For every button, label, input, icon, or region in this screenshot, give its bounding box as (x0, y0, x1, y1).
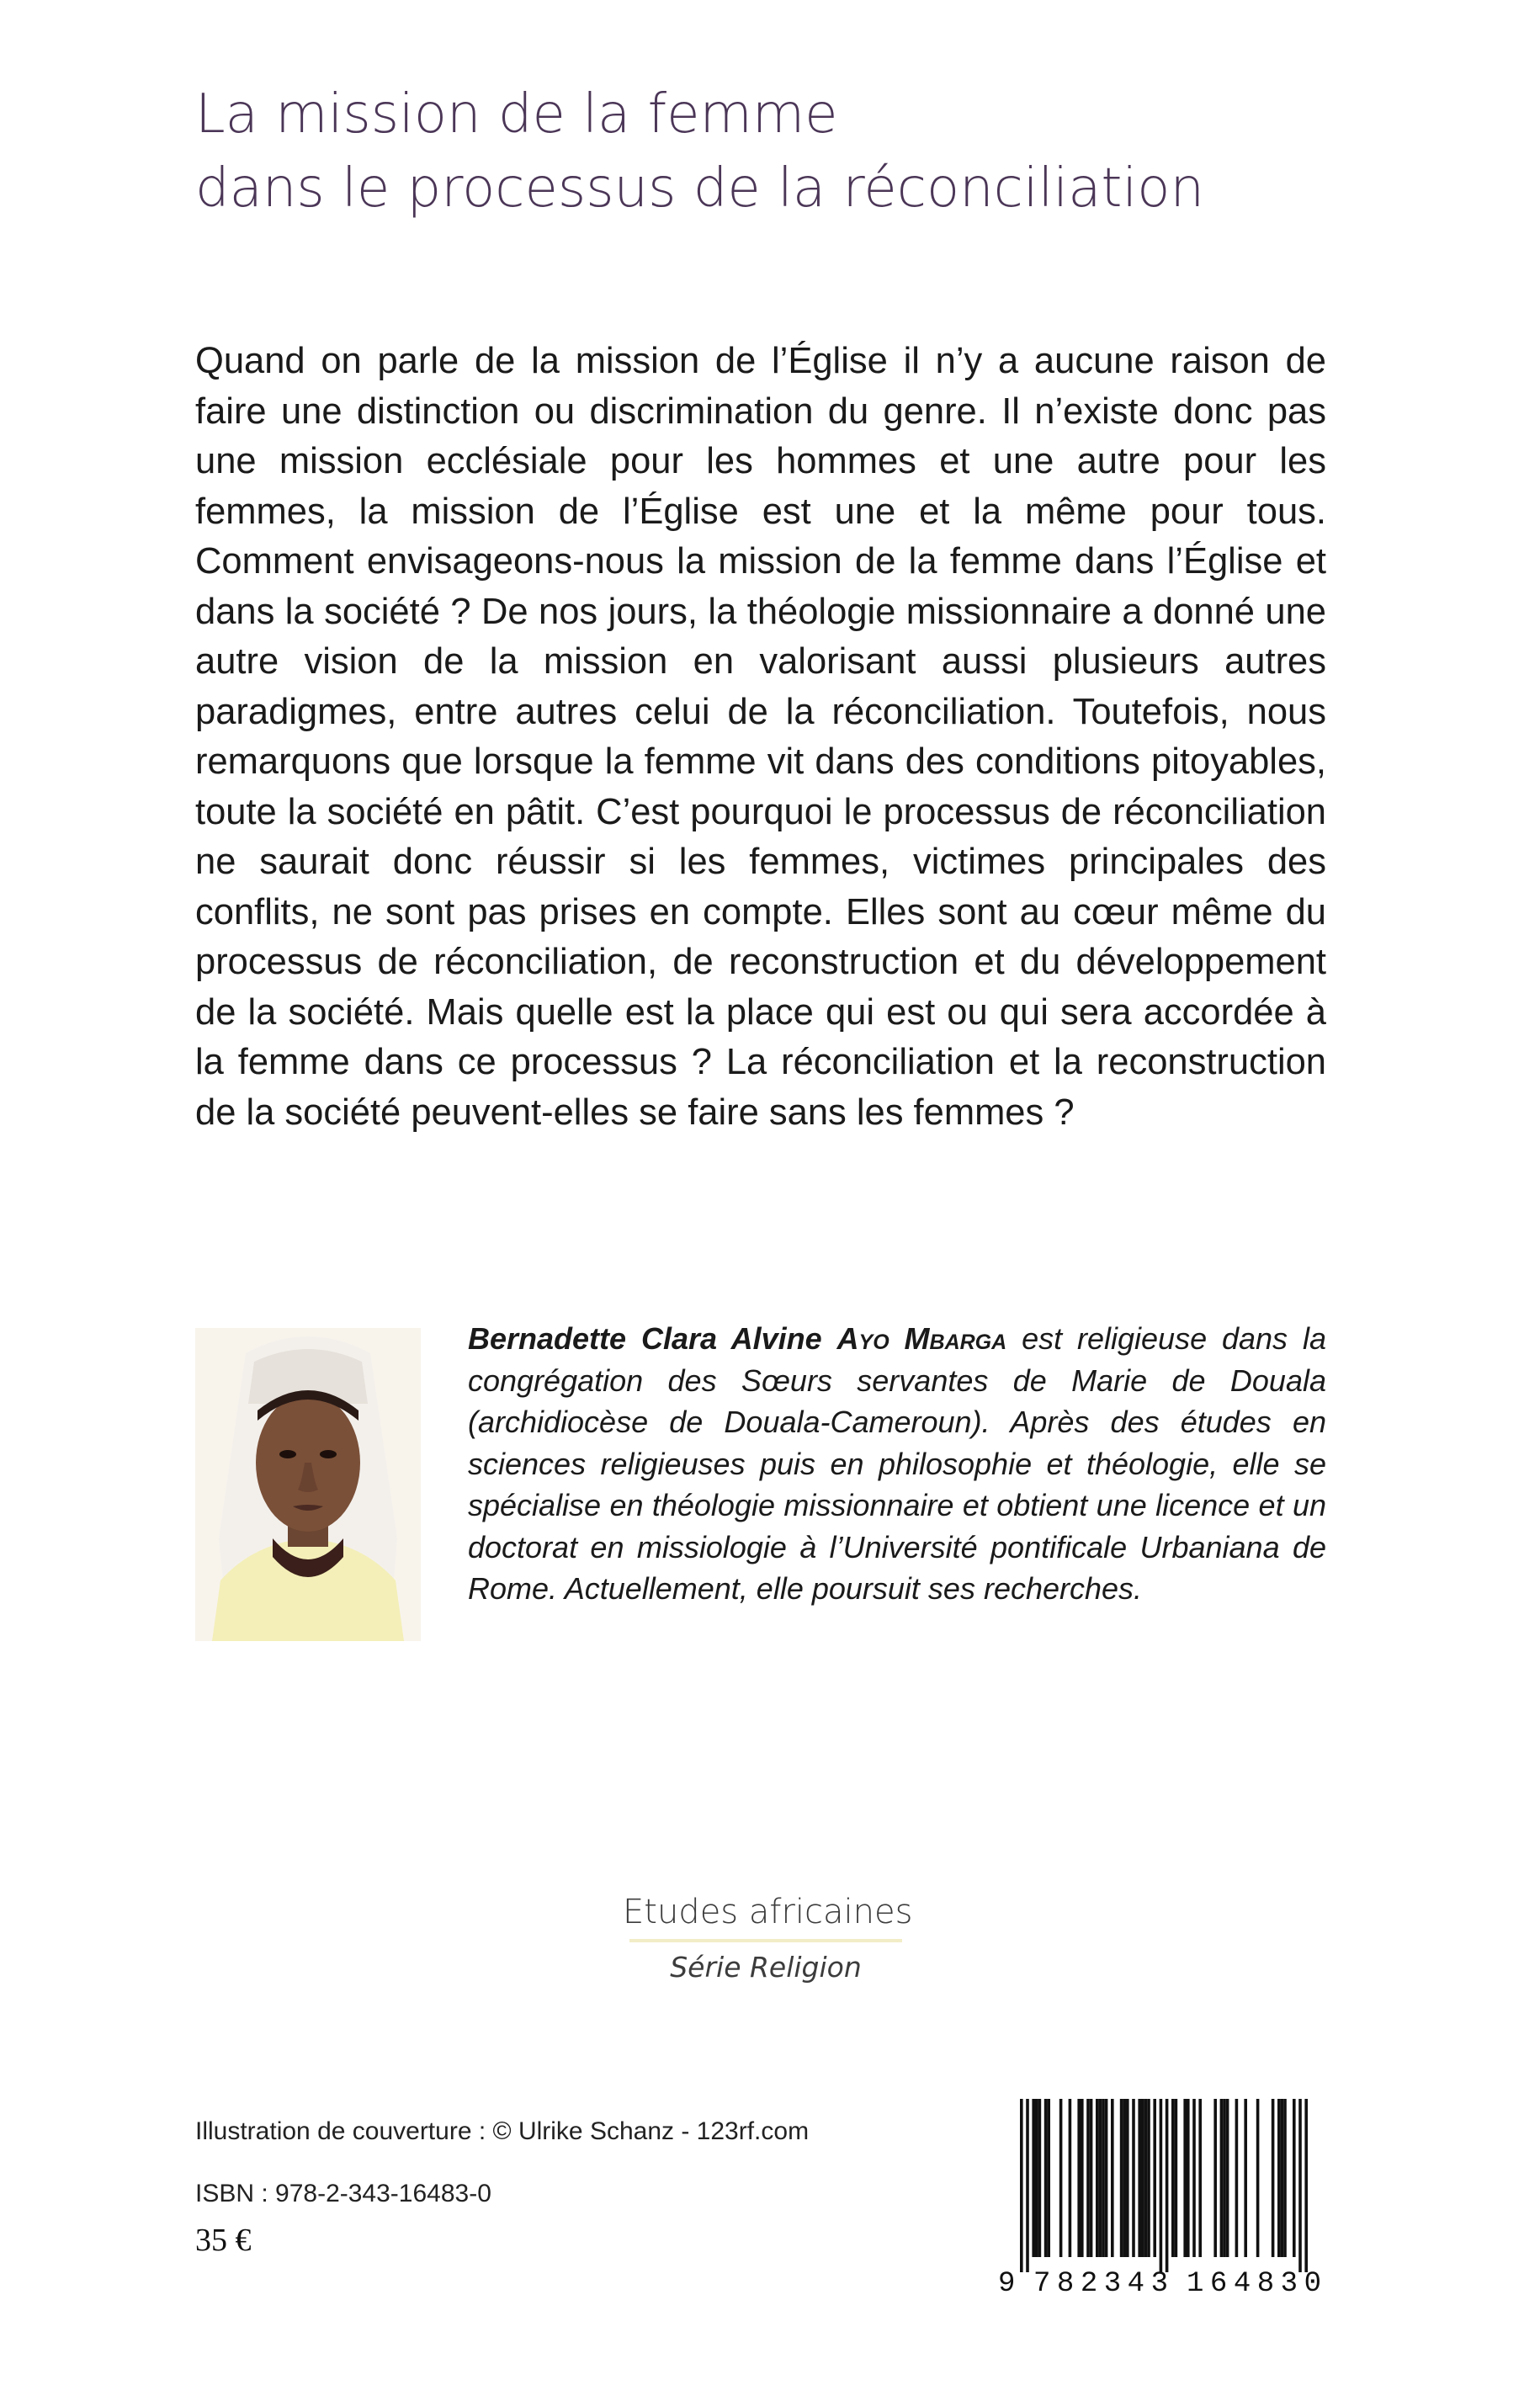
barcode-bar (1277, 2099, 1281, 2257)
barcode-bar (1105, 2099, 1108, 2257)
barcode-bar (1183, 2099, 1187, 2257)
barcode-bar (1123, 2099, 1126, 2257)
barcode-bar (1198, 2099, 1202, 2257)
book-title-line-1: La mission de la femme (195, 83, 838, 146)
barcode-bar (1141, 2099, 1144, 2257)
barcode-bar (1126, 2099, 1129, 2257)
barcode-bar (1081, 2099, 1084, 2257)
author-photo (195, 1328, 421, 1641)
barcode-bar (1069, 2099, 1072, 2257)
barcode-bar (1096, 2099, 1099, 2257)
barcode-bar (1166, 2099, 1169, 2272)
series-name: Etudes africaines (623, 1893, 913, 1931)
book-title-line-2: dans le processus de la réconciliation (195, 157, 1204, 220)
barcode-bar (1120, 2099, 1123, 2257)
barcode-right-digits: 164830 (1187, 2268, 1321, 2296)
barcode-bar (1283, 2099, 1287, 2257)
barcode-bar (1153, 2099, 1156, 2257)
barcode-bar (1192, 2099, 1196, 2257)
isbn: ISBN : 978-2-343-16483-0 (195, 2180, 491, 2207)
series-divider (629, 1939, 902, 1942)
barcode-bar (1187, 2099, 1190, 2257)
barcode-bar (1160, 2099, 1163, 2272)
barcode-bar (1059, 2099, 1063, 2257)
barcode-bar (1132, 2099, 1135, 2257)
author-bio-text: est religieuse dans la congrégation des Sœurs servantes de Marie de Douala (archidiocèse de Douala-Cameroun). Après des études en sciences religieuses puis en philosophie et théologie, elle se spécialise en théologie missionnaire et obtient une licence et un doctorat en missiologie à l’Université pontificale Urbaniana de Rome. Actuellement, elle poursuit ses recherches. (468, 1321, 1326, 1606)
barcode-bar (1086, 2099, 1090, 2257)
barcode-bar (1220, 2099, 1224, 2257)
barcode-bar (1244, 2099, 1247, 2257)
price: 35 € (195, 2223, 252, 2258)
barcode-bar (1147, 2099, 1150, 2257)
barcode-bar (1035, 2099, 1038, 2257)
barcode-bar (1144, 2099, 1148, 2257)
barcode-bar (1223, 2099, 1226, 2257)
author-portrait-image (195, 1328, 421, 1641)
barcode-bar (1213, 2099, 1217, 2257)
barcode-bar (1171, 2099, 1175, 2257)
barcode-bar (1235, 2099, 1239, 2257)
barcode-bar (1099, 2099, 1102, 2257)
barcode-bar (1047, 2099, 1050, 2257)
barcode-bar (1175, 2099, 1178, 2257)
barcode-first-digit: 9 (998, 2268, 1016, 2296)
barcode-bar (1111, 2099, 1114, 2257)
barcode-bar (1026, 2099, 1029, 2272)
barcode-bar (1256, 2099, 1260, 2257)
barcode-bar (1272, 2099, 1275, 2257)
barcode-left-digits: 782343 (1033, 2268, 1168, 2296)
barcode-bar (1102, 2099, 1105, 2257)
book-title (195, 77, 1373, 226)
barcode-bar (1020, 2099, 1023, 2272)
series-block (623, 1890, 913, 1986)
barcode-bar (1298, 2099, 1302, 2272)
barcode-bar (1044, 2099, 1048, 2257)
barcode-bar (1038, 2099, 1042, 2257)
barcode-bar (1281, 2099, 1284, 2257)
back-cover-summary: Quand on parle de la mission de l’Église il n’y a aucune raison de faire une distinction ou discrimination du genre. Il n’existe donc pas une mission ecclésiale pour les hommes et une autre pour les femmes, la mission de l’Église est une et la même pour tous. Comment envisageons-nous la mission de la femme dans l’Église et dans la société ? De nos jours, la théologie missionnaire a donné une autre vision de la mission en valorisant aussi plusieurs autres paradigmes, entre autres celui de la réconciliation. Toutefois, nous remarquons que lorsque la femme vit dans des conditions pitoyables, toute la société en pâtit. C’est pourquoi le processus de réconciliation ne saurait donc réussir si les femmes, victimes principales des conflits, ne sont pas prises en compte. Elles sont au cœur même du processus de réconciliation, de reconstruction et du développement de la société. Mais quelle est la place qui est ou qui sera accordée à la femme dans ce processus ? La réconciliation et la reconstruction de la société peuvent-elles se faire sans les femmes ? (195, 341, 1326, 1133)
barcode-bar (1077, 2099, 1081, 2257)
barcode-icon (986, 2094, 1333, 2296)
author-biography (468, 1318, 1326, 1610)
barcode-bar (1032, 2099, 1035, 2257)
barcode-bar (1226, 2099, 1229, 2257)
author-first-names: Bernadette Clara Alvine (468, 1321, 822, 1356)
author-surname: Ayo Mbarga (836, 1321, 1007, 1356)
ean-barcode (986, 2094, 1333, 2296)
barcode-bar (1304, 2099, 1308, 2272)
cover-illustration-credit: Illustration de couverture : © Ulrike Schanz - 123rf.com (195, 2117, 810, 2145)
series-subseries: Série Religion (670, 1951, 862, 1984)
barcode-bar (1138, 2099, 1141, 2257)
barcode-bar (1293, 2099, 1296, 2257)
author-name (468, 1321, 1006, 1356)
barcode-bar (1090, 2099, 1093, 2257)
